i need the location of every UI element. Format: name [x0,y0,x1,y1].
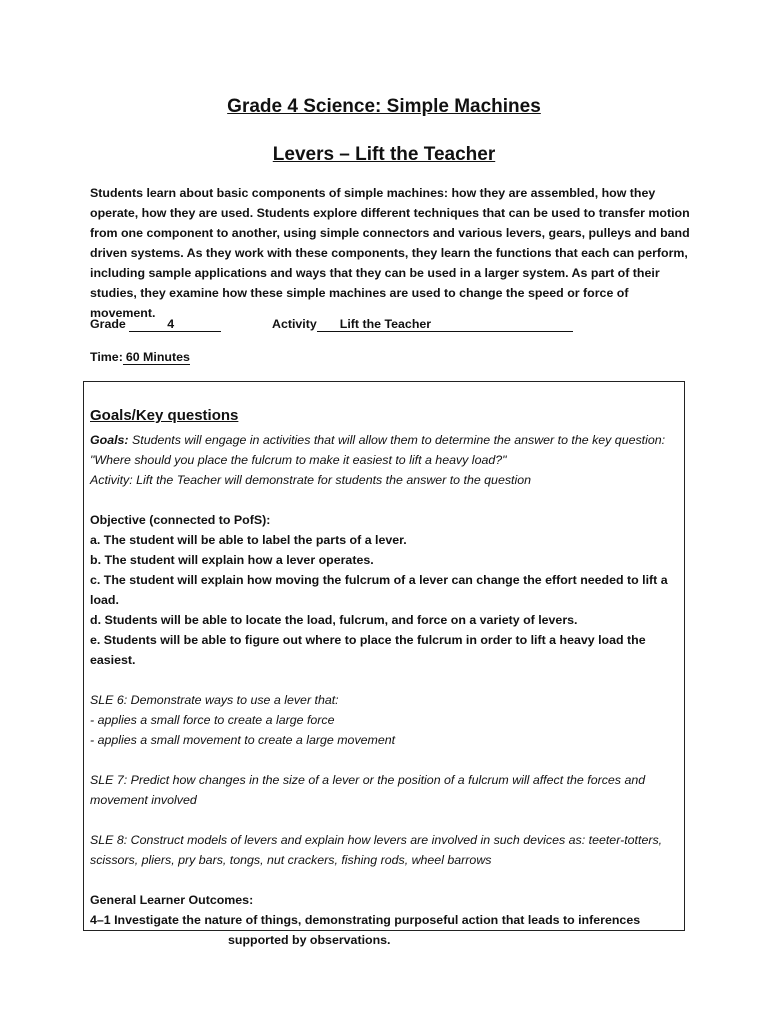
grade-label: Grade [90,317,126,331]
time-label: Time: [90,350,123,364]
goals-box-content [90,402,680,950]
page-subtitle: Levers – Lift the Teacher [272,144,496,165]
objective-item: b. The student will explain how a lever operates. [90,553,374,567]
sle7-text: SLE 7: Predict how changes in the size of a lever or the position of a fulcrum will affect the forces and movement involved [90,773,646,807]
time-value: 60 Minutes [123,350,190,365]
activity-field [272,317,573,332]
goals-text: Students will engage in activities that will allow them to determine the answer to the key question: "Where should you place the fulcrum to make it easiest to lift a heavy load?" [90,433,666,467]
objective-heading: Objective (connected to PofS): [90,513,271,527]
sle6-heading: SLE 6: Demonstrate ways to use a lever that: [90,693,339,707]
glo-heading: General Learner Outcomes: [90,893,254,907]
objective-item: c. The student will explain how moving the fulcrum of a lever can change the effort needed to lift a load. [90,573,668,607]
grade-value: 4 [129,317,221,332]
intro-paragraph: Students learn about basic components of simple machines: how they are assembled, how they operate, how they are used. Students explore different techniques that can be used to transfer motion from one component to another, using simple connectors and various levers, gears, pulleys and band driven systems. As they work with these components, they learn the functions that each can perform, including sample applications and ways that they can be used in a larger system. As part of their studies, they examine how these simple machines are used to change the speed or force of movement. [90,186,690,320]
goals-label: Goals: [90,433,129,447]
glo-line: 4–1 Investigate the nature of things, demonstrating purposeful action that leads to inferences [90,913,641,927]
objective-item: d. Students will be able to locate the load, fulcrum, and force on a variety of levers. [90,613,578,627]
glo-line-continued: supported by observations. [228,933,391,947]
goals-paragraph [90,430,680,470]
page-title: Grade 4 Science: Simple Machines [227,96,541,117]
sle6-item: - applies a small force to create a large force [90,713,335,727]
goals-box [83,381,685,947]
sle8-text: SLE 8: Construct models of levers and explain how levers are involved in such devices as: teeter-totters, scissors, pliers, pry bars, tongs, nut crackers, fishing rods, wheel barrows [90,833,663,867]
goals-heading: Goals/Key questions [90,407,239,424]
activity-value: Lift the Teacher [317,317,573,332]
time-field [90,350,190,365]
objective-item: a. The student will be able to label the parts of a lever. [90,533,407,547]
activity-line: Activity: Lift the Teacher will demonstrate for students the answer to the question [90,473,532,487]
objective-item: e. Students will be able to figure out where to place the fulcrum in order to lift a heavy load the easiest. [90,633,646,667]
sle6-item: - applies a small movement to create a large movement [90,733,396,747]
activity-label: Activity [272,317,317,331]
grade-field [90,317,221,332]
